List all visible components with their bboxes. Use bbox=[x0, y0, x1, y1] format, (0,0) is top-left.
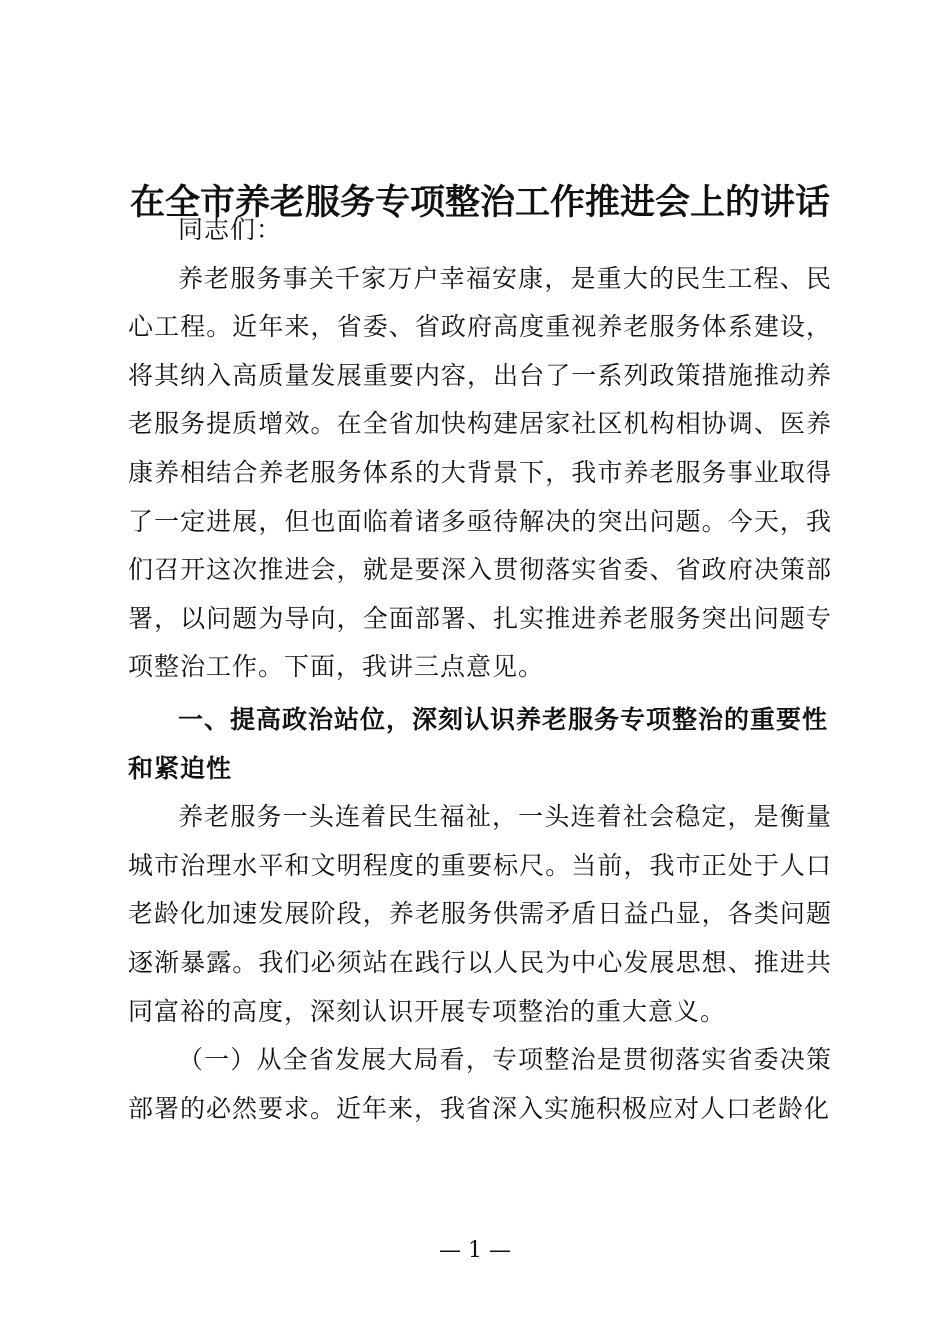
section-heading: 一、提高政治站位，深刻认识养老服务专项整治的重要性和紧迫性 bbox=[128, 704, 829, 783]
intro-paragraph: 养老服务事关千家万户幸福安康，是重大的民生工程、民心工程。近年来，省委、省政府高度重视养老服务体系建设，将其纳入高质量发展重要内容，出台了一系列政策措施推动养老服务提质增效。在全省加快构建居家社区机构相协调、医养康养相结合养老服务体系的大背景下，我市养老服务事业取得了一定进展，但也面临着诸多亟待解决的突出问题。今天，我们召开这次推进会，就是要深入贯彻落实省委、省政府决策部署，以问题为导向，全面部署、扎实推进养老服务突出问题专项整治工作。下面，我讲三点意见。 bbox=[128, 263, 832, 682]
section-paragraph: 养老服务一头连着民生福祉，一头连着社会稳定，是衡量城市治理水平和文明程度的重要标尺。当前，我市正处于人口老龄化加速发展阶段，养老服务供需矛盾日益凸显，各类问题逐渐暴露。我们必须站在践行以人民为中心发展思想、推进共同富裕的高度，深刻认识开展专项整治的重大意义。 bbox=[128, 802, 832, 1026]
subsection-paragraph: （一）从全省发展大局看，专项整治是贯彻落实省委决策部署的必然要求。近年来，我省深入实施积极应对人口老龄化 bbox=[128, 1045, 832, 1123]
salutation: 同志们： bbox=[178, 215, 283, 244]
document-body bbox=[128, 206, 832, 1133]
page-number: — 1 — bbox=[439, 1238, 511, 1263]
document-title: 在全市养老服务专项整治工作推进会上的讲话 bbox=[129, 182, 830, 223]
